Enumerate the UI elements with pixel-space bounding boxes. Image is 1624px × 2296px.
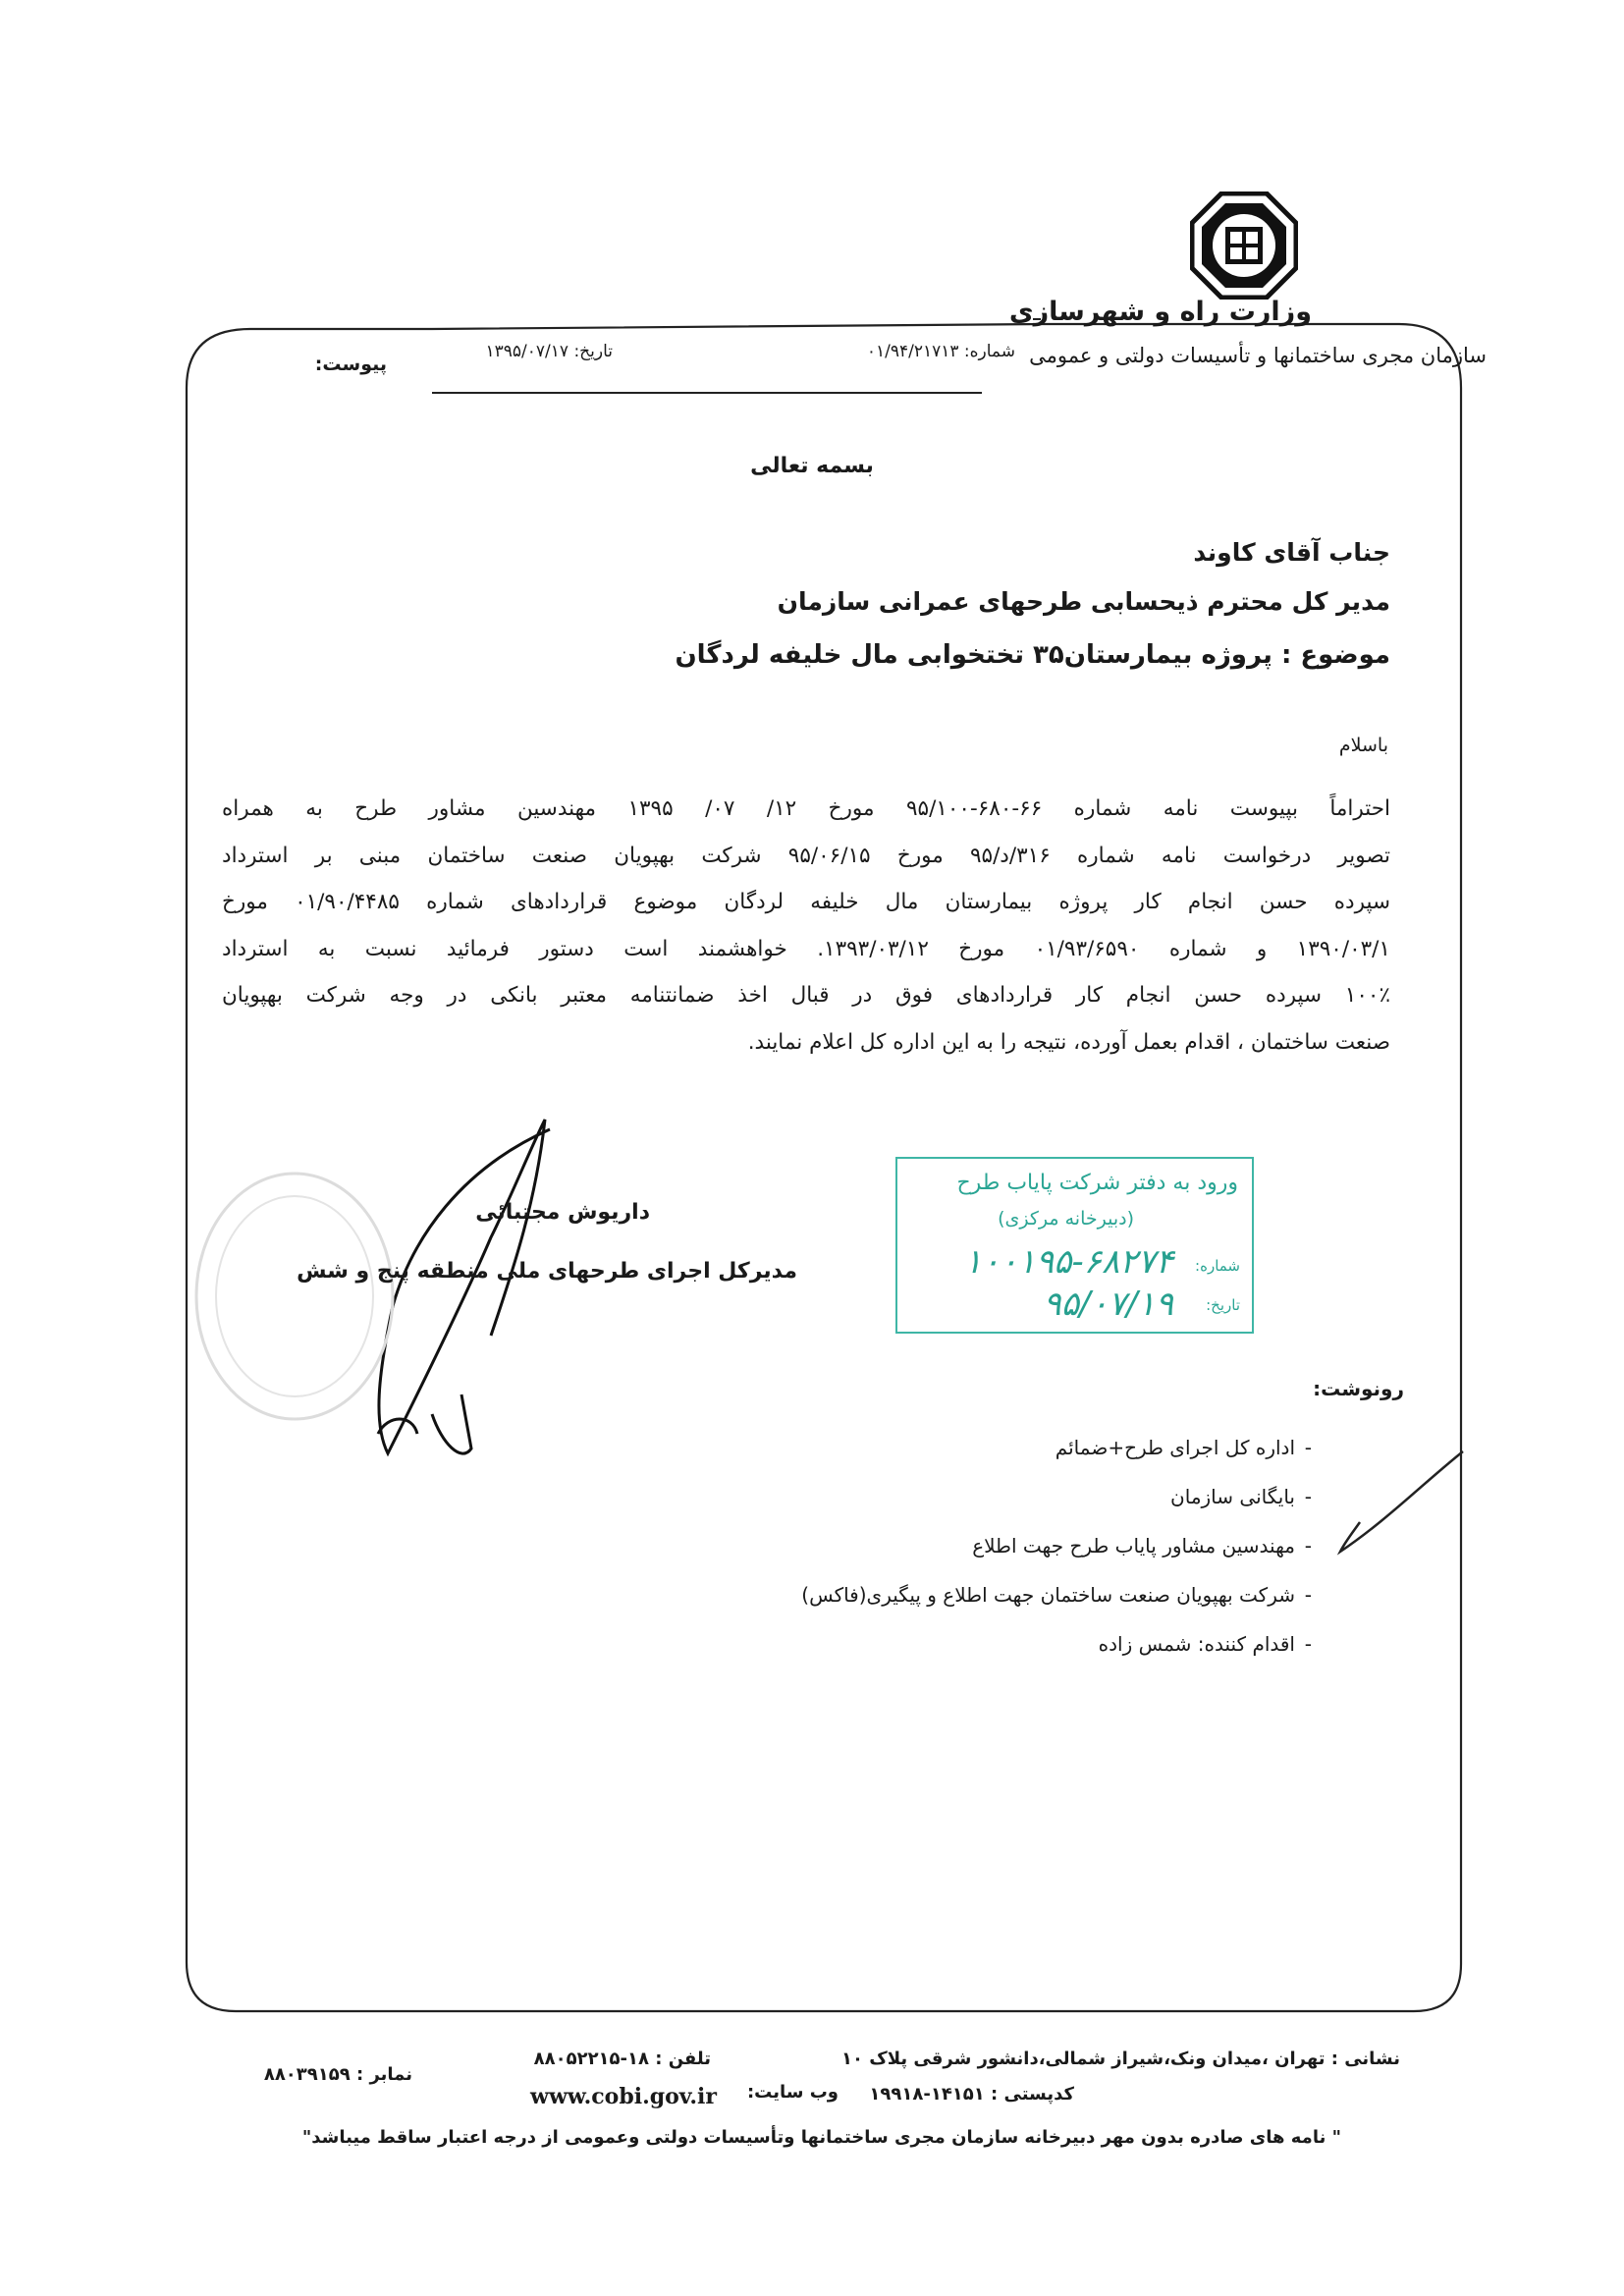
cc-item: - اداره کل اجرای طرح+ضمائم	[801, 1426, 1295, 1475]
body-line: ۱۰۰٪ سپرده حسن انجام کار قراردادهای فوق در قبال اخذ ضمانتنامه معتبر بانکی در وجه شرکت بهپویان	[222, 983, 1390, 1008]
stamp-number-value: ۱۰۰۱۹۵-۶۸۲۷۴	[963, 1242, 1173, 1282]
stamp-title: ورود به دفتر شرکت پایاب طرح	[956, 1171, 1238, 1195]
cc-item: - مهندسین مشاور پایاب طرح جهت اطلاع	[801, 1524, 1295, 1573]
organization-name: سازمان مجری ساختمانها و تأسیسات دولتی و عمومی	[1029, 344, 1487, 367]
stamp-number-label: شماره:	[1195, 1257, 1240, 1275]
reception-stamp	[895, 1157, 1254, 1334]
signer-title: مدیرکل اجرای طرحهای ملی منطقه پنج و شش	[297, 1259, 797, 1284]
footer-phone: تلفن : ۱۸-۸۸۰۵۲۲۱۵	[533, 2049, 711, 2069]
stamp-subtitle: (دبیرخانه مرکزی)	[998, 1208, 1134, 1230]
attachment-label: پیوست:	[314, 354, 387, 375]
cc-item: - شرکت بهپویان صنعت ساختمان جهت اطلاع و پیگیری(فاکس)	[801, 1573, 1295, 1622]
stamp-date-value: ۹۵/۰۷/۱۹	[1043, 1285, 1173, 1324]
letter-number-value: ۰۱/۹۴/۲۱۷۱۳	[866, 342, 959, 361]
ministry-logo	[1190, 191, 1298, 300]
body-line: سپرده حسن انجام کار پروژه بیمارستان مال خلیفه لردگان موضوع قراردادهای شماره ۰۱/۹۰/۴۴۸۵ مورخ	[222, 890, 1390, 914]
body-line: ۱۳۹۰/۰۳/۱ و شماره ۰۱/۹۳/۶۵۹۰ مورخ ۱۳۹۳/۰۳/۱۲. خواهشمند است دستور فرمائید نسبت به استرداد	[222, 936, 1390, 961]
cc-item: - اقدام کننده: شمس زاده	[801, 1622, 1295, 1671]
footer-postal-code: کدپستی : ۱۴۱۵۱-۱۹۹۱۸	[869, 2084, 1074, 2105]
letter-number	[867, 342, 1015, 361]
checkmark	[1340, 1451, 1463, 1552]
subject-line: موضوع : پروژه بیمارستان۳۵ تختخوابی مال خلیفه لردگان	[675, 640, 1390, 670]
cc-list	[801, 1426, 1295, 1671]
faint-seal	[187, 1159, 403, 1434]
cc-title: رونوشت:	[1313, 1377, 1404, 1400]
letter-date	[486, 342, 613, 361]
signer-name: داریوش مجتبائی	[475, 1200, 650, 1225]
body-line: صنعت ساختمان ، اقدام بعمل آورده، نتیجه را به این اداره کل اعلام نمایند.	[747, 1029, 1390, 1055]
cc-item: - بایگانی سازمان	[801, 1475, 1295, 1524]
letter-date-value: ۱۳۹۵/۰۷/۱۷	[485, 342, 569, 361]
signature	[379, 1120, 550, 1453]
footer-validity-note: " نامه های صادره بدون مهر دبیرخانه سازمان مجری ساختمانها وتأسیسات دولتی وعمومی از درجه اعتبار ساقط میباشد"	[301, 2127, 1341, 2148]
footer-address: نشانی : تهران ،میدان ونک،شیراز شمالی،دانشور شرقی پلاک ۱۰	[841, 2049, 1400, 2069]
addressee-title: مدیر کل محترم ذیحسابی طرحهای عمرانی سازمان	[777, 587, 1390, 616]
letter-date-label: تاریخ:	[573, 342, 613, 361]
footer-website[interactable]: www.cobi.gov.ir	[530, 2084, 717, 2109]
ministry-name: وزارت راه و شهرسازی	[1008, 297, 1312, 327]
footer-fax: نمابر : ۸۸۰۳۹۱۵۹	[263, 2064, 412, 2085]
besmeh: بسمه تعالی	[750, 454, 874, 478]
body-line: تصویر درخواست نامه شماره ۳۱۶/د/۹۵ مورخ ۹۵/۰۶/۱۵ شرکت بهپویان صنعت ساختمان مبنی بر استرداد	[222, 843, 1391, 868]
stamp-date-label: تاریخ:	[1206, 1296, 1240, 1314]
addressee-name: جناب آقای کاوند	[1193, 538, 1390, 567]
footer-website-label: وب سایت:	[746, 2082, 839, 2103]
body-line: احتراماً بپیوست نامه شماره ۶۶-۶۸۰-۹۵/۱۰۰ مورخ ۱۲/ ۰۷/ ۱۳۹۵ مهندسین مشاور طرح به همراه	[222, 796, 1391, 821]
greeting: باسلام	[1338, 735, 1388, 756]
letter-body	[222, 786, 1390, 1066]
letter-number-label: شماره:	[963, 342, 1015, 361]
